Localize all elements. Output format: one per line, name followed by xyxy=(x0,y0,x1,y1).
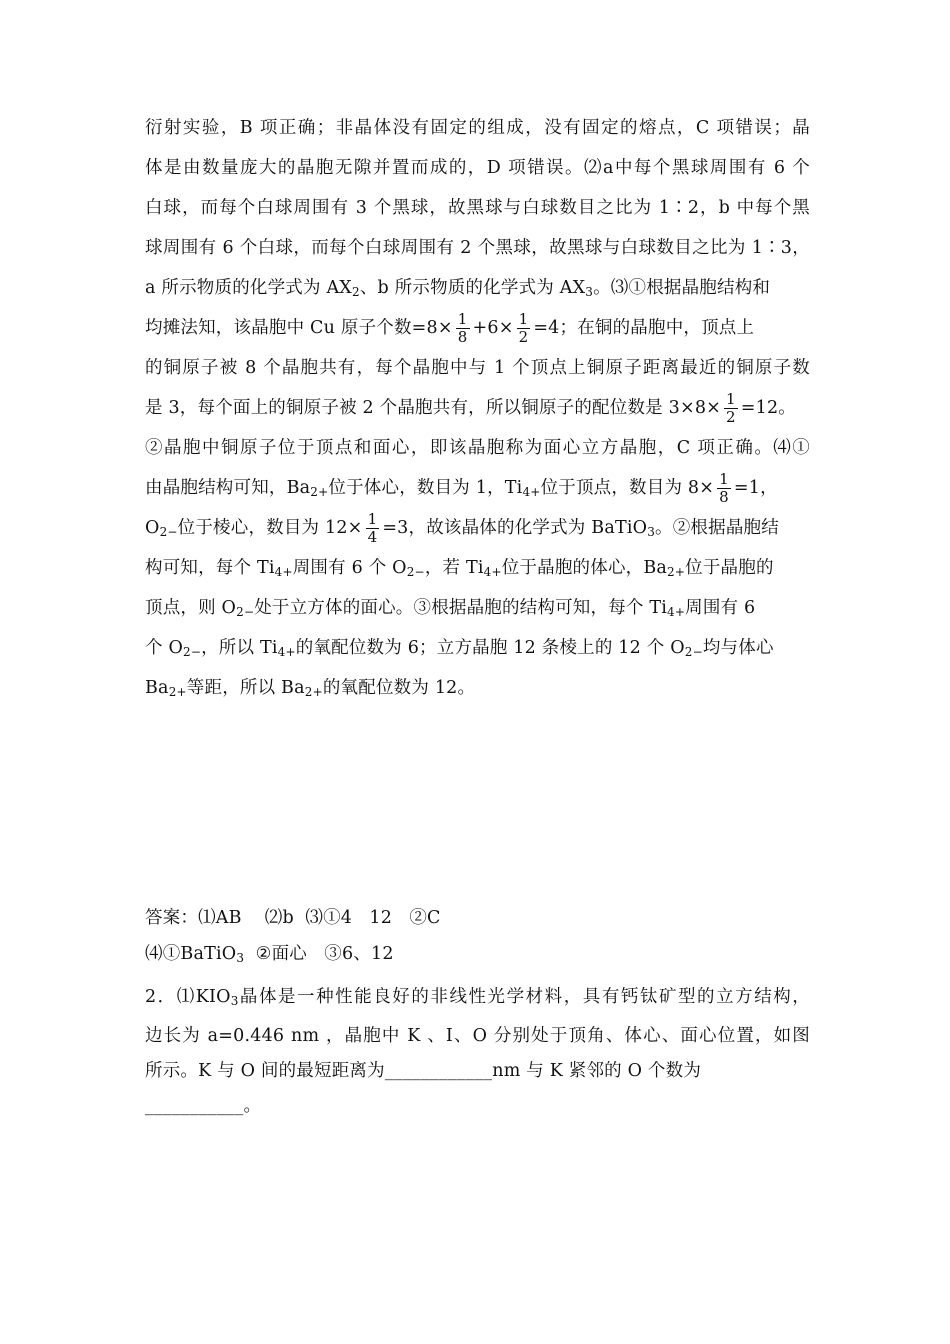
fraction-one-fourth xyxy=(366,511,380,546)
text-segment: 构可知，每个 Ti xyxy=(145,558,275,578)
superscript-charge: 2+ xyxy=(310,485,329,499)
text-segment: +6× xyxy=(472,318,514,338)
fraction-numerator: 1 xyxy=(457,310,468,328)
text-segment: 。②根据晶胞结 xyxy=(655,518,779,538)
text-segment: 周围有 6 个 O xyxy=(292,558,407,578)
fraction-denominator: 2 xyxy=(518,328,529,346)
fraction-one-half xyxy=(724,391,738,426)
superscript-charge: 2+ xyxy=(168,685,187,699)
answer-blank[interactable]: ___________ xyxy=(145,1096,244,1116)
subscript: 3 xyxy=(236,951,245,965)
fraction-denominator: 4 xyxy=(367,528,378,546)
text-segment: nm 与 K 紧邻的 O 个数为 xyxy=(492,1061,702,1081)
text-segment: 位于棱心，数目为 12× xyxy=(177,518,363,538)
fraction-one-eighth xyxy=(456,311,470,346)
text-segment: O xyxy=(145,518,160,538)
fraction-denominator: 8 xyxy=(719,488,729,506)
fraction-numerator: 1 xyxy=(719,470,729,488)
fraction-numerator: 1 xyxy=(726,390,736,408)
superscript-charge: 2− xyxy=(236,605,255,619)
question-line-3 xyxy=(145,1054,810,1089)
explanation-line-13 xyxy=(145,588,810,628)
superscript-charge: 4+ xyxy=(522,485,541,499)
text-segment: ，若 Ti xyxy=(424,558,484,578)
explanation-line-3: 白球，而每个白球周围有 3 个黑球，故黑球与白球数目之比为 1∶2，b 中每个黑 xyxy=(145,198,810,218)
superscript-charge: 4+ xyxy=(483,565,502,579)
text-segment: 等距，所以 Ba xyxy=(186,678,305,698)
text-segment: 顶点，则 O xyxy=(145,598,237,618)
superscript-charge: 4+ xyxy=(667,605,686,619)
explanation-line-14 xyxy=(145,628,810,668)
text-segment: ②面心 ③6、12 xyxy=(244,944,394,964)
text-segment: 均摊法知，该晶胞中 Cu 原子个数=8× xyxy=(145,318,453,338)
text-segment: 的氧配位数为 12。 xyxy=(322,678,476,698)
text-segment: Ba xyxy=(145,678,169,698)
explanation-line-11 xyxy=(145,508,810,548)
text-segment: 处于立方体的面心。③根据晶胞的结构可知，每个 Ti xyxy=(254,598,668,618)
superscript-charge: 2+ xyxy=(304,685,323,699)
text-segment: 所示。K 与 O 间的最短距离为 xyxy=(145,1061,385,1081)
text-segment: 由晶胞结构可知，Ba xyxy=(145,478,311,498)
explanation-line-4: 球周围有 6 个白球，而每个白球周围有 2 个黑球，故黑球与白球数目之比为 1∶3， xyxy=(145,238,810,258)
question-2-block xyxy=(145,980,810,1124)
text-segment: 。⑶①根据晶胞结构和 xyxy=(593,278,771,298)
fraction-denominator: 8 xyxy=(457,328,468,346)
text-segment: 均与体心 xyxy=(702,638,774,658)
superscript-charge: 2− xyxy=(183,645,202,659)
fraction-denominator: 2 xyxy=(726,408,736,426)
question-line-2: 边长为 a=0.446 nm ，晶胞中 K 、I、O 分别处于顶角、体心、面心位置，如图 xyxy=(145,1026,810,1046)
explanation-line-15 xyxy=(145,668,810,708)
answer-blank[interactable]: ____________ xyxy=(384,1061,493,1081)
question-line-1 xyxy=(145,980,810,1019)
answers-block xyxy=(145,900,810,976)
superscript-charge: 4+ xyxy=(277,645,296,659)
text-segment: 。 xyxy=(243,1096,262,1116)
explanation-line-7: 的铜原子被 8 个晶胞共有，每个晶胞中与 1 个顶点上铜原子距离最近的铜原子数 xyxy=(145,358,810,378)
text-segment: 晶体是一种性能良好的非线性光学材料，具有钙钛矿型的立方结构， xyxy=(238,987,811,1007)
text-segment: =4；在铜的晶胞中，顶点上 xyxy=(533,318,755,338)
text-segment: 位于体心，数目为 1，Ti xyxy=(328,478,523,498)
fraction-one-eighth xyxy=(717,471,731,506)
explanation-line-5 xyxy=(145,268,810,308)
answer-line-2 xyxy=(145,936,810,976)
fraction-numerator: 1 xyxy=(367,510,378,528)
fraction-one-half xyxy=(517,311,531,346)
superscript-charge: 2+ xyxy=(667,565,686,579)
explanation-line-10 xyxy=(145,468,810,508)
text-segment: ，所以 Ti xyxy=(201,638,278,658)
subscript: 3 xyxy=(230,994,239,1008)
text-segment: a 所示物质的化学式为 AX xyxy=(145,278,352,298)
text-segment: 2．⑴KIO xyxy=(145,987,231,1007)
text-segment: 位于晶胞的 xyxy=(685,558,774,578)
explanation-line-9: ②晶胞中铜原子位于顶点和面心，即该晶胞称为面心立方晶胞，C 项正确。⑷① xyxy=(145,438,810,458)
explanation-line-8 xyxy=(145,388,810,428)
text-segment: 是 3，每个面上的铜原子被 2 个晶胞共有，所以铜原子的配位数是 3×8× xyxy=(145,398,722,418)
subscript: 3 xyxy=(585,285,594,299)
question-line-4 xyxy=(145,1089,810,1124)
superscript-charge: 2− xyxy=(406,565,425,579)
explanation-line-12 xyxy=(145,548,810,588)
explanation-line-1: 衍射实验，B 项正确；非晶体没有固定的组成，没有固定的熔点，C 项错误；晶 xyxy=(145,118,810,138)
explanation-paragraph xyxy=(145,108,810,708)
text-segment: 位于顶点，数目为 8× xyxy=(540,478,715,498)
text-segment: 周围有 6 xyxy=(685,598,756,618)
text-segment: ⑷①BaTiO xyxy=(145,944,237,964)
text-segment: 位于晶胞的体心，Ba xyxy=(501,558,668,578)
superscript-charge: 4+ xyxy=(274,565,293,579)
text-segment: 、b 所示物质的化学式为 AX xyxy=(359,278,586,298)
text-segment: 个 O xyxy=(145,638,184,658)
fraction-numerator: 1 xyxy=(518,310,529,328)
superscript-charge: 2− xyxy=(159,525,178,539)
subscript: 2 xyxy=(351,285,360,299)
explanation-line-2: 体是由数量庞大的晶胞无隙并置而成的，D 项错误。⑵a中每个黑球周围有 6 个 xyxy=(145,158,810,178)
text-segment: =12。 xyxy=(740,398,796,418)
superscript-charge: 2− xyxy=(684,645,703,659)
text-segment: 的氧配位数为 6；立方晶胞 12 条棱上的 12 个 O xyxy=(295,638,685,658)
text-segment: =1， xyxy=(733,478,778,498)
answer-line-1: 答案：⑴AB ⑵b ⑶①4 12 ②C xyxy=(145,908,441,928)
explanation-line-6 xyxy=(145,308,810,348)
text-segment: =3，故该晶体的化学式为 BaTiO xyxy=(382,518,648,538)
subscript: 3 xyxy=(647,525,656,539)
